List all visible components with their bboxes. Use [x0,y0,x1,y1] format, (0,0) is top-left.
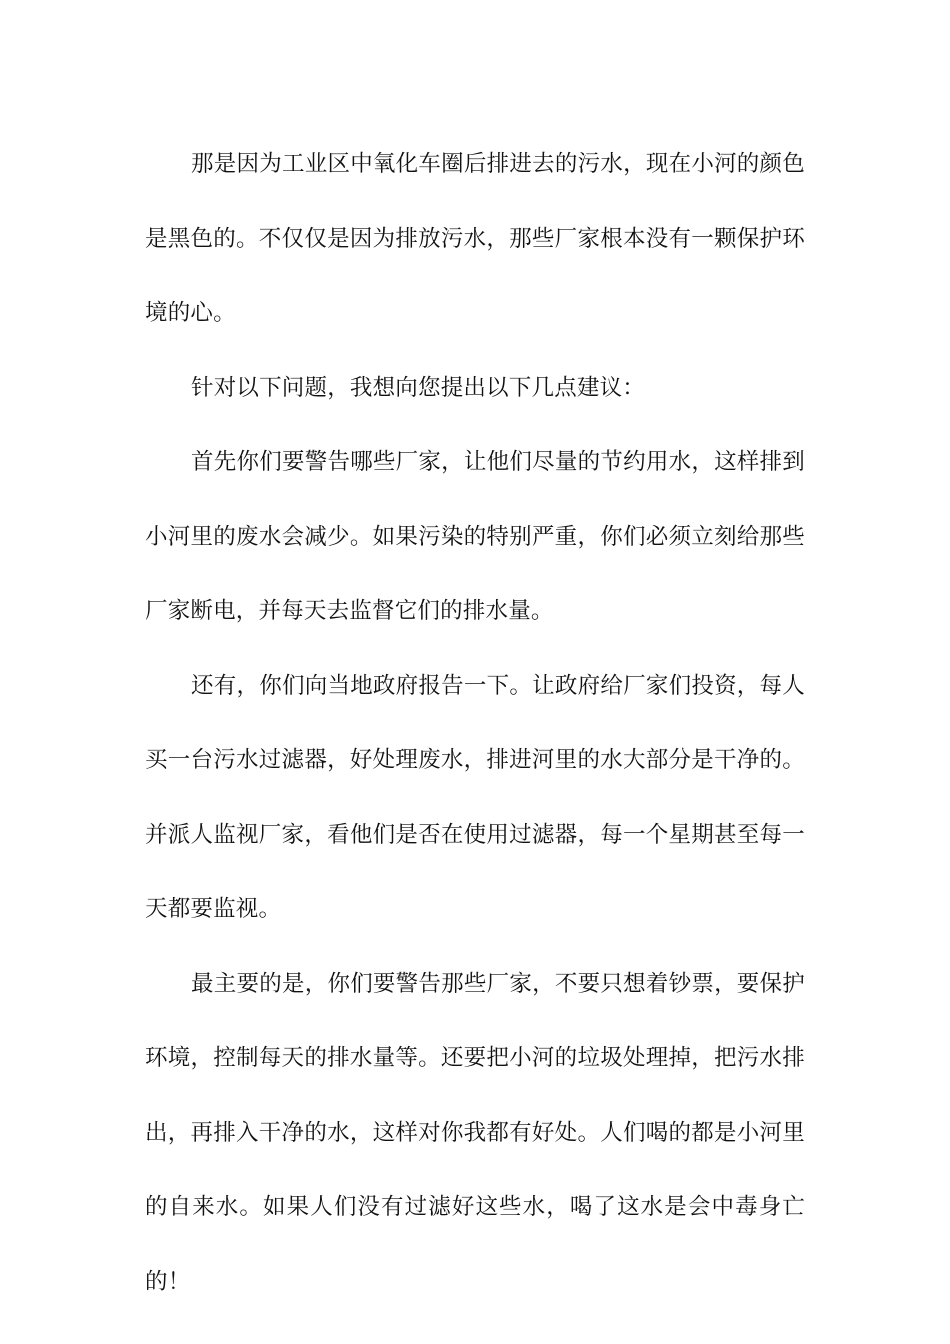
paragraph-2: 针对以下问题，我想向您提出以下几点建议： [191,374,646,401]
paragraph-3: 首先你们要警告哪些厂家，让他们尽量的节约用水，这样排到小河里的废水会减少。如果污染的特别严重，你们必须立刻给那些厂家断电，并每天去监督它们的排水量。 [145,449,805,624]
body-text [145,127,805,1319]
paragraph-5: 最主要的是，你们要警告那些厂家，不要只想着钞票，要保护环境，控制每天的排水量等。还要把小河的垃圾处理掉，把污水排出，再排入干净的水，这样对你我都有好处。人们喝的都是小河里的自来水。如果人们没有过滤好这些水，喝了这水是会中毒身亡的！ [145,970,805,1295]
paragraph-4: 还有，你们向当地政府报告一下。让政府给厂家们投资，每人买一台污水过滤器，好处理废水，排进河里的水大部分是干净的。并派人监视厂家，看他们是否在使用过滤器，每一个星期甚至每一天都要监视。 [145,672,805,922]
paragraph-1: 那是因为工业区中氧化车圈后排进去的污水，现在小河的颜色是黑色的。不仅仅是因为排放污水，那些厂家根本没有一颗保护环境的心。 [145,151,805,326]
